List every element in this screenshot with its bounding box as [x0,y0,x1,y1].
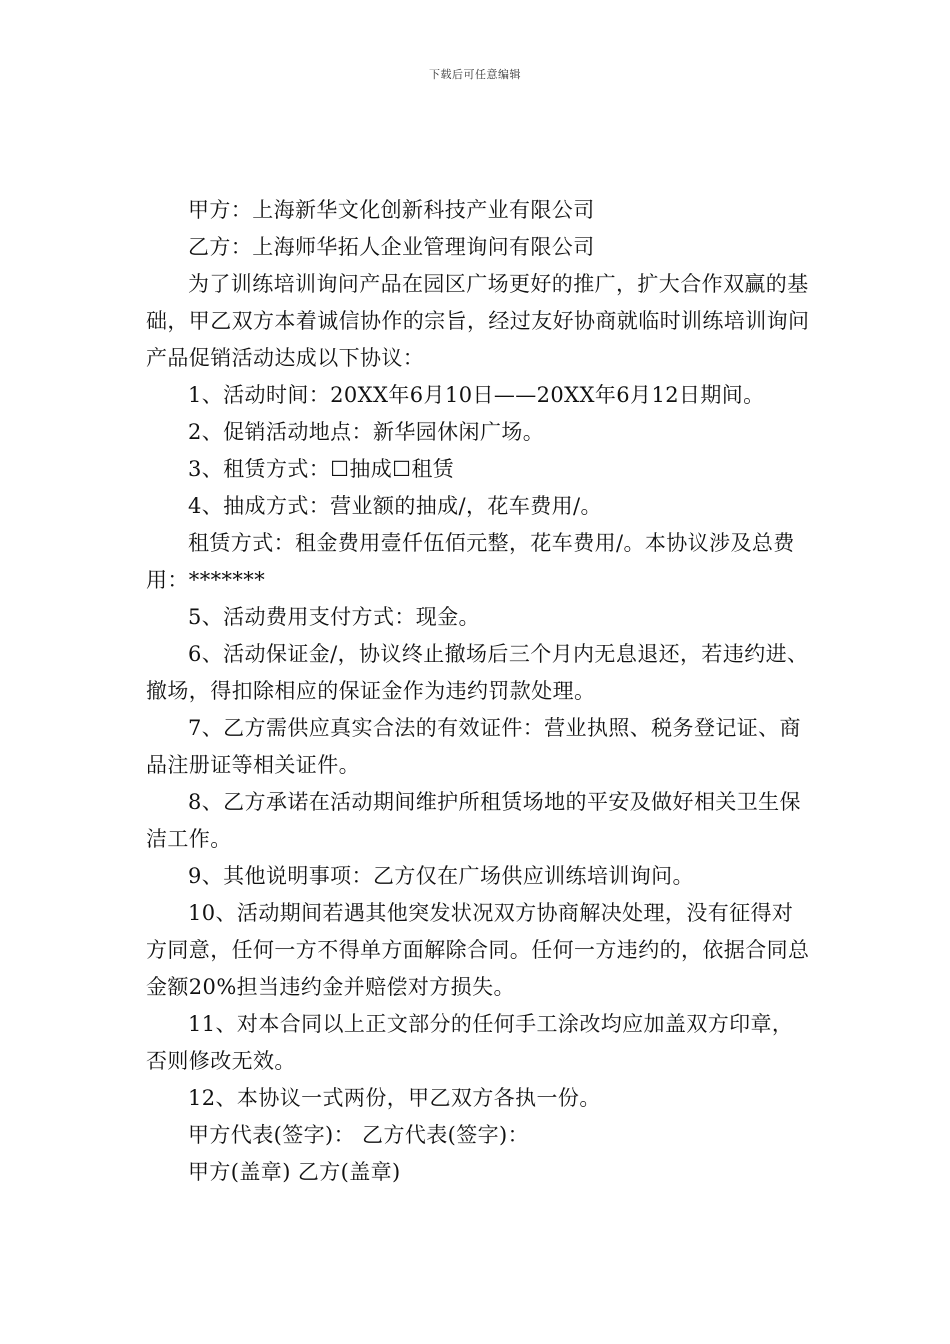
clause-3: 3、租赁方式：☐抽成☐租赁 [188,457,455,481]
clause-12: 12、本协议一式两份，甲乙双方各执一份。 [188,1086,601,1110]
clause-1: 1、活动时间：20XX年6月10日——20XX年6月12日期间。 [188,383,765,407]
clause-8: 8、乙方承诺在活动期间维护所租赁场地的平安及做好相关卫生保洁工作。 [146,790,801,851]
representatives-signature-line: 甲方代表(签字)： 乙方代表(签字)： [188,1123,530,1147]
clause-10: 10、活动期间若遇其他突发状况双方协商解决处理，没有征得对方同意，任何一方不得单方面解除合同。任何一方违约的，依据合同总金额20%担当违约金并赔偿对方损失。 [146,901,810,999]
clause-2: 2、促销活动地点：新华园休闲广场。 [188,420,545,444]
clause-11: 11、对本合同以上正文部分的任何手工涂改均应加盖双方印章，否则修改无效。 [146,1012,794,1073]
clause-9: 9、其他说明事项：乙方仅在广场供应训练培训询问。 [188,864,694,888]
page-header-note: 下载后可任意编辑 [429,68,521,81]
clause-6: 6、活动保证金/，协议终止撤场后三个月内无息退还，若违约进、撤场，得扣除相应的保证金作为违约罚款处理。 [146,642,809,703]
seal-line: 甲方(盖章) 乙方(盖章) [188,1160,401,1184]
contract-body [146,192,812,1191]
clause-4: 4、抽成方式：营业额的抽成/，花车费用/。 [188,494,602,518]
clause-7: 7、乙方需供应真实合法的有效证件：营业执照、税务登记证、商品注册证等相关证件。 [146,716,801,777]
intro-paragraph: 为了训练培训询问产品在园区广场更好的推广，扩大合作双赢的基础，甲乙双方本着诚信协作的宗旨，经过友好协商就临时训练培训询问产品促销活动达成以下协议： [146,272,810,370]
party-b: 乙方：上海师华拓人企业管理询问有限公司 [188,235,595,259]
clause-lease-terms: 租赁方式：租金费用壹仟伍佰元整，花车费用/。本协议涉及总费用：******* [146,531,795,592]
party-a: 甲方：上海新华文化创新科技产业有限公司 [188,198,595,222]
clause-5: 5、活动费用支付方式：现金。 [188,605,480,629]
